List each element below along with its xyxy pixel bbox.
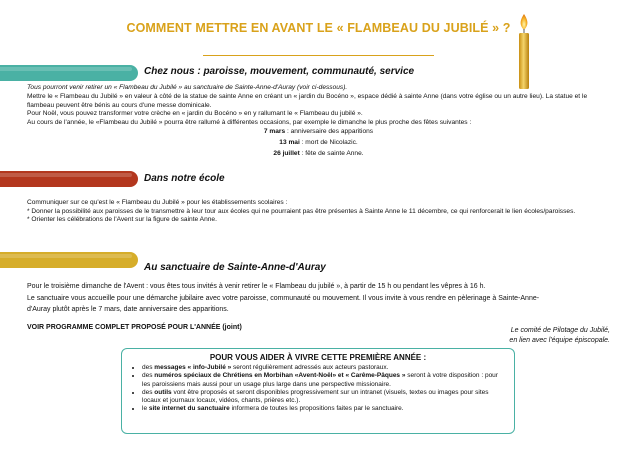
date-line-2 (0, 139, 637, 148)
section2-line-3: * Orienter les célébrations de l'Avent sur la figure de sainte Anne. (27, 216, 217, 223)
item-bold: outils (154, 388, 172, 396)
signature-line-2: en lien avec l'équipe épiscopale. (509, 337, 610, 344)
date-line-3 (0, 150, 637, 159)
item-post: seront à votre disposition : pour les paroissiens mais aussi pour un usage plus large dans une perspective missionaire. (142, 372, 498, 388)
section-bar-teal (0, 65, 138, 81)
date-text: : mort de Nicolazic. (299, 138, 358, 146)
date-label: 26 juillet (273, 150, 300, 157)
section3-line-2: Le sanctuaire vous accueille pour une démarche jubilaire avec votre paroisse, communauté ou mouvement. Il vous invite à vous rendre en pèlerinage à Sainte-Anne- (27, 294, 540, 302)
help-box-list (128, 364, 507, 414)
item-bold: numéros spéciaux de Chrétiens en Morbihan «Avent-Noël» et « Carême-Pâques » (154, 372, 406, 380)
item-pre: des (142, 388, 155, 396)
help-box-title: POUR VOUS AIDER À VIVRE CETTE PREMIÈRE ANNÉE : (209, 353, 427, 362)
section2-heading: Dans notre école (144, 173, 225, 184)
item-pre: des (142, 372, 155, 380)
section3-line-1: Pour le troisième dimanche de l'Avent : vous êtes tous invités à venir retirer le « Flambeau du jubilé », à partir de 15 h ou pendant les vêpres à 16 h. (27, 283, 486, 290)
item-bold: messages « info-Jubilé » (154, 364, 232, 371)
section1-line-1: Tous pourront venir retirer un « Flambeau du Jubilé » au sanctuaire de Sainte-Anne-d'Auray (voir ci-dessous). (27, 84, 348, 91)
section3-heading: Au sanctuaire de Sainte-Anne-d'Auray (144, 262, 326, 273)
section1-line-5: Au cours de l'année, le «Flambeau du Jubilé » pourra être rallumé à différentes occasions, par exemple le dimanche le plus proche des fêtes suivantes : (27, 118, 472, 126)
section2-line-1: Communiquer sur ce qu'est le « Flambeau du Jubilé » pour les établissements scolaires : (27, 199, 288, 206)
section1-heading: Chez nous : paroisse, mouvement, communauté, service (144, 66, 415, 77)
program-note: VOIR PROGRAMME COMPLET PROPOSÉ POUR L'ANNÉE (joint) (27, 324, 242, 331)
item-post: vont être proposés et seront disponibles progressivement sur un intranet (visuels, textes ou images pour sites locaux et journaux locaux, vidéos, chants, prières etc.). (142, 388, 489, 405)
date-label: 7 mars (263, 127, 286, 135)
item-bold: site internet du sanctuaire (148, 405, 230, 413)
date-line-1 (0, 128, 637, 137)
section1-line-2: Mettre le « Flambeau du Jubilé » en valeur à côté de la statue de sainte Anne en créant un « jardin du Bocéno », espace dédié à sainte Anne (dans votre église ou un autre lieu). La statue et le (27, 93, 588, 100)
list-item (142, 364, 507, 372)
list-item (142, 389, 507, 406)
list-item (142, 405, 507, 413)
date-text: : anniversaire des apparitions (285, 127, 374, 135)
section3-line-3: d'Auray plutôt après le 7 mars, date anniversaire des apparitions. (27, 306, 229, 313)
page-title: COMMENT METTRE EN AVANT LE « FLAMBEAU DU JUBILÉ » ? (126, 21, 511, 35)
item-pre: des (142, 364, 155, 371)
list-item (142, 372, 507, 389)
section1-line-3: flambeau peuvent être bénis au cours d'une messe dominicale. (27, 101, 212, 109)
section-bar-red (0, 171, 138, 187)
date-text: : fête de sainte Anne. (299, 150, 364, 157)
section2-line-2: * Donner la possibilité aux paroisses de le transmettre à leur tour aux écoles qui ne pourraient pas être présentes à Sainte Anne le 11 décembre, ce qui renforcerait le lien écoles/paroisses. (27, 207, 576, 215)
item-pre: le (142, 405, 149, 413)
date-label: 13 mai (279, 138, 300, 146)
item-post: informera de toutes les propositions faites par le sanctuaire. (229, 405, 404, 413)
title-underline (203, 55, 434, 56)
section-bar-gold (0, 252, 138, 268)
help-box (121, 348, 515, 434)
section1-line-4: Pour Noël, vous pouvez transformer votre crèche en « jardin du Bocéno » en y rallumant le « Flambeau du jubilé ». (27, 110, 363, 117)
item-post: seront régulièrement adressés aux acteurs pastoraux. (231, 364, 389, 371)
candle-icon (512, 12, 536, 92)
signature-line-1: Le comité de Pilotage du Jubilé, (510, 327, 610, 334)
